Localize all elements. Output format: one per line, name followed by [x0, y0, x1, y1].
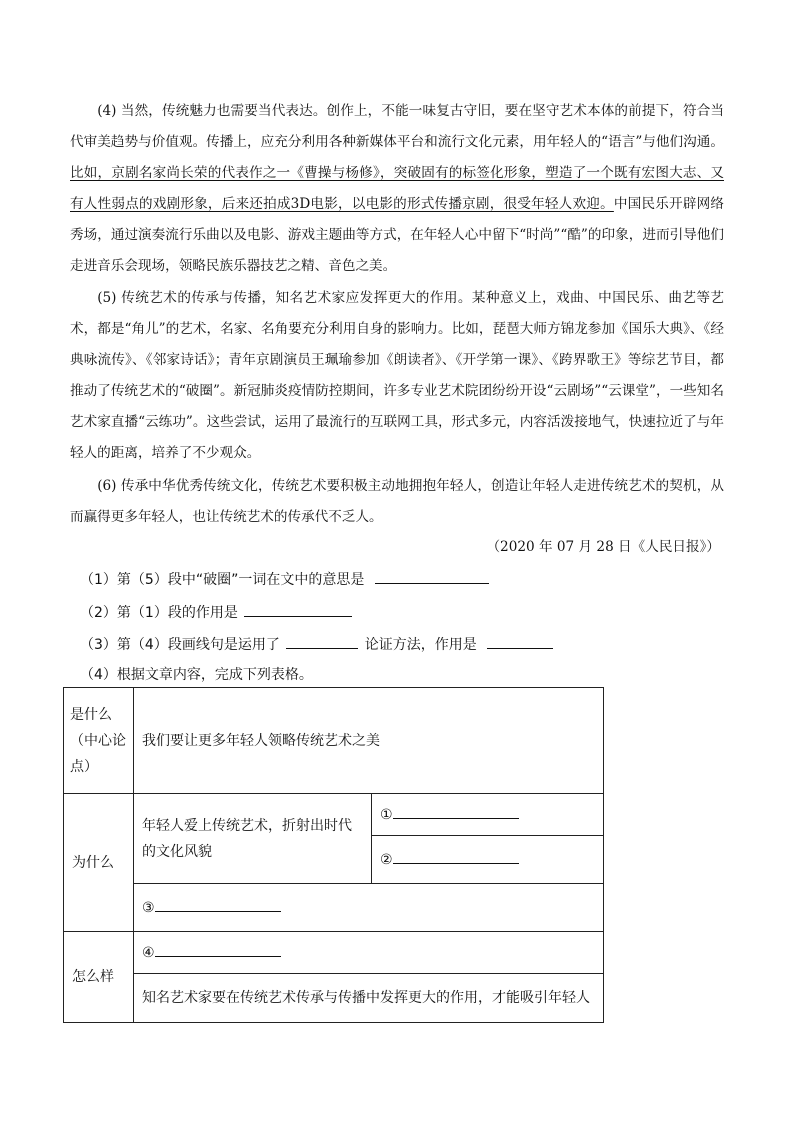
question-2-text: （2）第（1）段的作用是: [80, 605, 238, 621]
blank-2-number: ②: [380, 851, 393, 868]
row-label-how: [64, 932, 134, 1023]
paragraph-4: [70, 96, 724, 282]
answer-blank-q1[interactable]: [375, 569, 489, 584]
question-3-text-a: （3）第（4）段画线句是运用了: [80, 637, 280, 653]
paragraph-6: (6) 传承中华优秀传统文化，传统艺术要积极主动地拥抱年轻人，创造让年轻人走进传统艺术的契机，从而赢得更多年轻人，也让传统艺术的传承代不乏人。: [70, 478, 724, 525]
row-label-how-text: 怎么样: [72, 969, 114, 985]
row-label-why-text: 为什么: [72, 854, 114, 871]
blank-cell-1[interactable]: [372, 794, 604, 836]
answer-blank-4[interactable]: [155, 942, 281, 957]
blank-3-number: ③: [142, 899, 155, 916]
question-2: [80, 602, 352, 622]
question-1: [80, 569, 489, 589]
blank-cell-4[interactable]: [134, 932, 604, 974]
blank-cell-2[interactable]: [372, 836, 604, 884]
answer-blank-q2[interactable]: [244, 602, 352, 617]
answer-blank-3[interactable]: [155, 897, 281, 912]
answer-table: [63, 687, 604, 1023]
question-4: （4）根据文章内容，完成下列表格。: [80, 667, 313, 683]
paragraph-4-text-a: (4) 当然，传统魅力也需要当代表达。创作上，不能一味复古守旧，要在坚守艺术本体的前提下，符合当代审美趋势与价值观。传播上，应充分利用各种新媒体平台和流行文化元素，用年轻人的“语言”与他们沟通。: [70, 103, 724, 150]
central-argument-text: 我们要让更多年轻人领略传统艺术之美: [142, 732, 380, 749]
source-citation: （2020 年 07 月 28 日《人民日报》）: [486, 539, 720, 555]
answer-blank-q3-method[interactable]: [286, 634, 358, 649]
row-label-what: [64, 688, 134, 794]
paragraph-5: (5) 传统艺术的传承与传播，知名艺术家应发挥更大的作用。某种意义上，戏曲、中国民乐、曲艺等艺术，都是“角儿”的艺术，名家、名角要充分利用自身的影响力。比如，琵琶大师方锦龙参加《国乐大典》、《经典咏流传》、《邻家诗话》；青年京剧演员王珮瑜参加《朗读者》、《开学第一课》、《跨界歌王》等综艺节目，都推动了传统艺术的“破圈”。新冠肺炎疫情防控期间，许多专业艺术院团纷纷开设“云剧场”“云课堂”，一些知名艺术家直播“云练功”。这些尝试，运用了最流行的互联网工具，形式多元，内容活泼接地气，快速拉近了与年轻人的距离，培养了不少观众。: [70, 290, 724, 461]
question-3-text-b: 论证方法，作用是: [364, 637, 477, 653]
blank-cell-3[interactable]: [134, 884, 604, 932]
reason-cell: [134, 794, 372, 884]
how-content-cell: [134, 974, 604, 1023]
paragraph-4-text-b: 中国民乐开辟网络秀场，通过演奏流行乐曲以及电影、游戏主题曲等方式，在年轻人心中留下“时尚”“酷”的印象，进而引导他们走进音乐会现场，领略民族乐器技艺之精、音色之美。: [70, 196, 725, 274]
question-1-text: （1）第（5）段中“破圈”一词在文中的意思是: [80, 572, 365, 588]
paragraph-4-underlined-sentence: 比如，京剧名家尚长荣的代表作之一《曹操与杨修》，突破固有的标签化形象，塑造了一个既有宏图大志、又有人性弱点的戏剧形象，后来还拍成3D电影，以电影的形式传播京剧，很受年轻人欢迎。: [70, 165, 724, 212]
answer-blank-1[interactable]: [393, 804, 519, 819]
central-argument-cell: [134, 688, 604, 794]
how-content-text: 知名艺术家要在传统艺术传承与传播中发挥更大的作用，才能吸引年轻人: [142, 990, 590, 1006]
blank-1-number: ①: [380, 806, 393, 823]
answer-blank-2[interactable]: [393, 849, 519, 864]
row-label-why: [64, 794, 134, 932]
question-3: [80, 634, 553, 654]
answer-blank-q3-effect[interactable]: [487, 634, 553, 649]
reason-text: 年轻人爱上传统艺术，折射出时代的文化风貌: [142, 817, 352, 860]
row-label-what-text: 是什么（中心论点）: [70, 706, 126, 775]
blank-4-number: ④: [142, 944, 155, 961]
